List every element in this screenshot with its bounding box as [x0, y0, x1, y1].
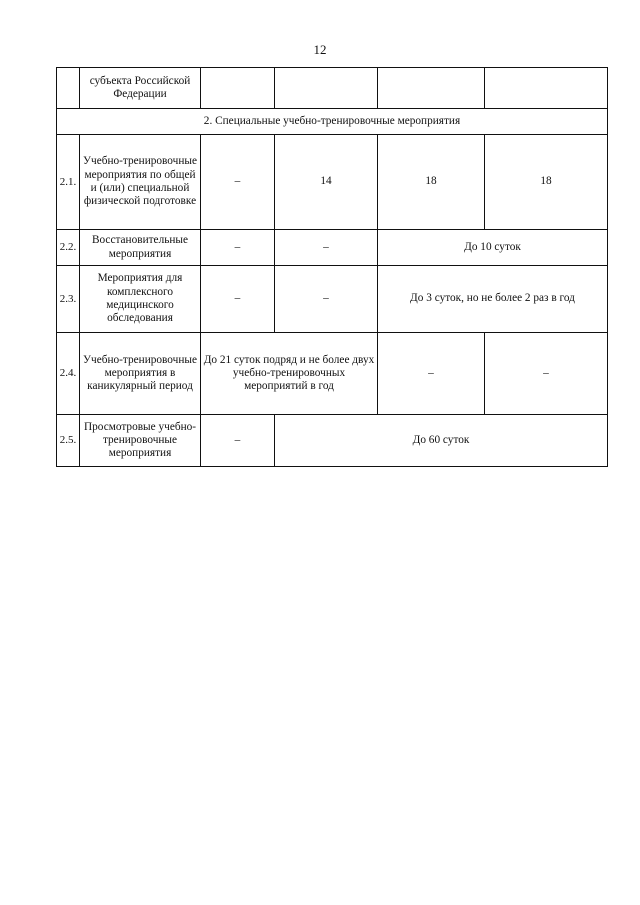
table-cell: –: [485, 333, 608, 415]
table-cell: [57, 68, 80, 109]
event-name-cell: Восстановительные мероприятия: [80, 230, 201, 266]
table-cell: –: [201, 135, 275, 230]
row-number: 2.3.: [57, 266, 80, 333]
table-cell: [378, 68, 485, 109]
table-cell: До 21 суток подряд и не более двух учебно-тренировочных мероприятий в год: [201, 333, 378, 415]
table-row: [57, 135, 608, 230]
table-cell: [275, 68, 378, 109]
section-header-row: [57, 109, 608, 135]
event-name-cell: Учебно-тренировочные мероприятия по общей и (или) специальной физической подготовке: [80, 135, 201, 230]
table-row: [57, 415, 608, 467]
events-table: [56, 67, 608, 467]
table-cell: 18: [378, 135, 485, 230]
table-cell: 14: [275, 135, 378, 230]
row-number: 2.2.: [57, 230, 80, 266]
event-name-cell: Мероприятия для комплексного медицинского обследования: [80, 266, 201, 333]
table-cell: –: [378, 333, 485, 415]
table-row: [57, 68, 608, 109]
row-number: 2.5.: [57, 415, 80, 467]
table-cell: До 3 суток, но не более 2 раз в год: [378, 266, 608, 333]
page-number: 12: [313, 42, 327, 57]
table-cell: До 60 суток: [275, 415, 608, 467]
section-title: 2. Специальные учебно-тренировочные мероприятия: [57, 109, 608, 135]
table-cell: [201, 68, 275, 109]
event-name-cell: Просмотровые учебно-тренировочные мероприятия: [80, 415, 201, 467]
table-cell: –: [201, 266, 275, 333]
table-cell: –: [275, 230, 378, 266]
row-number: 2.4.: [57, 333, 80, 415]
table-cell: [485, 68, 608, 109]
table-row: [57, 333, 608, 415]
table-cell: –: [201, 415, 275, 467]
table-cell: 18: [485, 135, 608, 230]
event-name-cell: субъекта Российской Федерации: [80, 68, 201, 109]
table-row: [57, 230, 608, 266]
table-cell: –: [201, 230, 275, 266]
table-cell: –: [275, 266, 378, 333]
table-cell: До 10 суток: [378, 230, 608, 266]
row-number: 2.1.: [57, 135, 80, 230]
event-name-cell: Учебно-тренировочные мероприятия в каникулярный период: [80, 333, 201, 415]
table-row: [57, 266, 608, 333]
